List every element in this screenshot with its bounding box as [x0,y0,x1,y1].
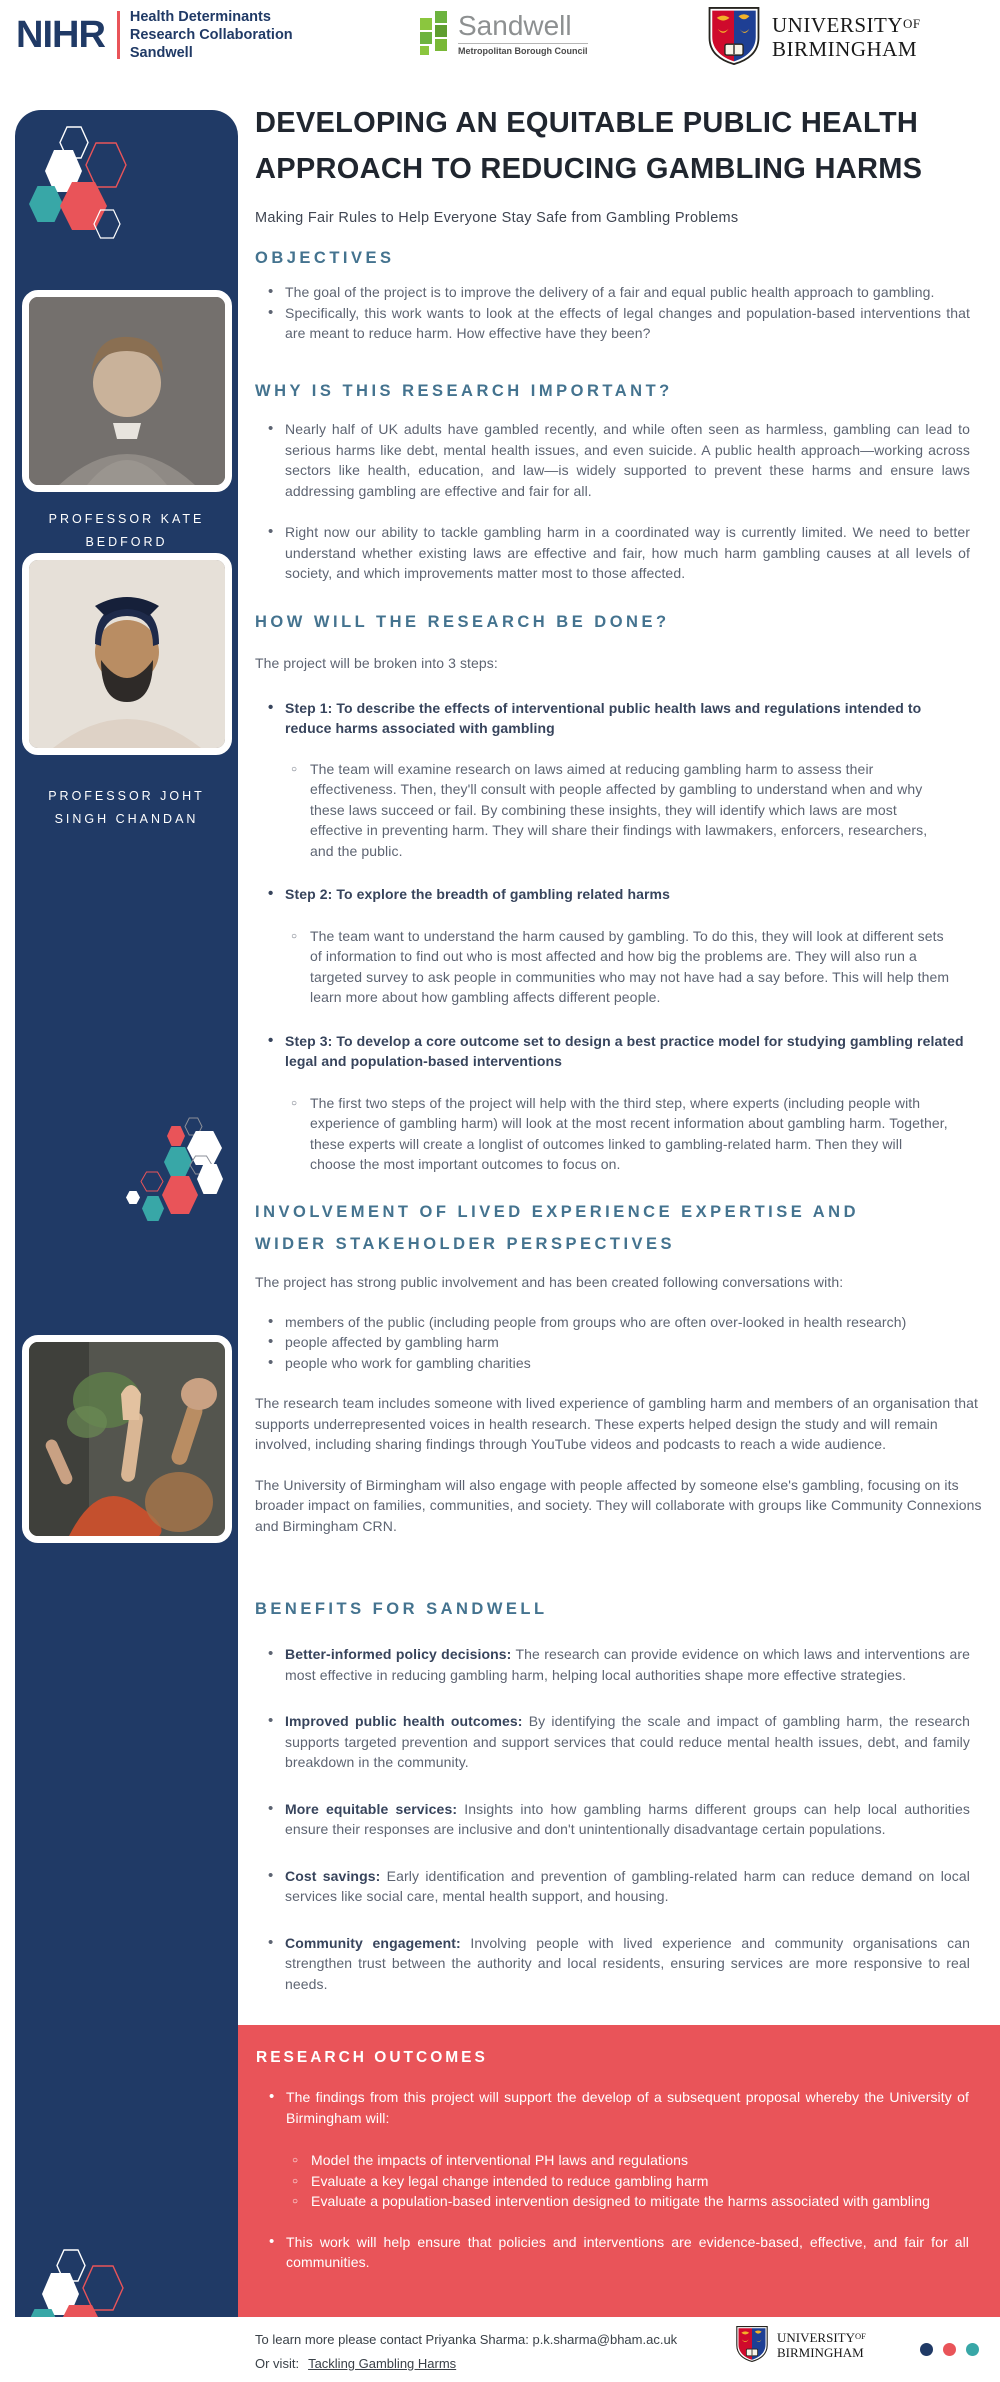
portrait-woman-image [29,297,225,485]
uob-line1: UNIVERSITY [772,12,903,37]
uob-logo-text [772,12,921,61]
step2-label: • Step 2: To explore the breadth of gambling related harms [268,884,970,905]
section-benefits [255,1598,985,1994]
footer-uob-text: $UNIVERSITY^{OF}$ BIRMINGHAM [777,2329,866,2360]
person2-label: PROFESSOR JOHT SINGH CHANDAN [48,789,205,826]
hexagon-cluster-mid-icon [124,1116,224,1222]
steps-list [268,698,970,739]
kate-bedford-photo [22,290,232,492]
involvement-list [268,1312,970,1374]
nihr-line3: Sandwell [129,45,193,61]
nihr-line2: Research Collaboration [129,27,293,43]
outcomes-sublist [292,2150,952,2212]
nihr-divider [117,11,120,59]
sandwell-subtitle: Metropolitan Borough Council [458,43,588,56]
involvement-para2: The University of Birmingham will also engage with people affected by someone else's gambling, focusing on its broader impact on families, communities, and society. They will collaborate with groups like Community Connexions and Birmingham CRN. [255,1476,982,1534]
uob-of: OF [903,15,921,31]
sandwell-squares-icon [420,11,450,55]
objectives-heading: OBJECTIVES [255,249,395,267]
uob-line2: BIRMINGHAM [772,36,918,61]
involvement-heading: INVOLVEMENT OF LIVED EXPERIENCE EXPERTISE AND WIDER STAKEHOLDER PERSPECTIVES [255,1203,859,1253]
step3-label: • Step 3: To develop a core outcome set to design a best practice model for studying gambling related legal and population-based interventions [268,1031,970,1072]
step3-detail-list [291,1093,951,1175]
uob-crest-icon [706,7,762,65]
list-item: • people affected by gambling harm [268,1332,970,1353]
benefit-item: • Improved public health outcomes: By identifying the scale and impact of gambling harm, the research supports targeted prevention and support services that could reduce mental health issues, debt, and family breakdown in the community. [268,1711,970,1773]
joht-singh-chandan-photo [22,553,232,755]
portrait-man-image [29,560,225,748]
list-item: • This work will help ensure that policies and interventions are evidence-based, effective, and fair for all communities. [269,2232,969,2273]
list-item: • The findings from this project will support the develop of a subsequent proposal whereby the University of Birmingham will: [269,2087,969,2128]
method-heading: HOW WILL THE RESEARCH BE DONE? [255,613,670,631]
section-objectives [255,247,985,344]
benefit-item: • Better-informed policy decisions: The research can provide evidence on which laws and interventions are most effective in reducing gambling harm, helping local authorities shape more effective strategies. [268,1644,970,1685]
uob-logo [706,7,921,65]
footer-contact [255,2328,677,2376]
benefit-item: • Community engagement: Involving people with lived experience and community organisations can strengthen trust between the authority and local residents, ensuring services are more responsive to real needs. [268,1933,970,1995]
nihr-line1: Health Determinants [129,9,271,25]
footer-dots [920,2343,979,2356]
page-subtitle: Making Fair Rules to Help Everyone Stay Safe from Gambling Problems [255,210,739,226]
nihr-logo-text [130,8,293,62]
list-item: • Specifically, this work wants to look at the effects of legal changes and population-based interventions that are meant to reduce harm. How effective have they been? [268,303,970,344]
sandwell-council-logo [420,11,588,56]
audience-hands-image [29,1342,225,1536]
nihr-logo [16,8,293,62]
footer-uob-logo [735,2326,866,2362]
step2-detail-list [291,926,951,1008]
method-intro: The project will be broken into 3 steps: [255,655,498,671]
list-item: ○ Evaluate a population-based intervention designed to mitigate the harms associated with gambling [292,2191,952,2212]
footer [0,2317,1000,2382]
sidebar [15,110,238,2382]
sandwell-name: Sandwell [458,10,572,41]
list-item: ○ Model the impacts of interventional PH laws and regulations [292,2150,952,2171]
hexagon-cluster-top-icon [25,120,130,240]
red-dot-icon [943,2343,956,2356]
outcomes-list [269,2087,969,2128]
objectives-list [268,282,970,344]
raised-hands-photo [22,1335,232,1543]
contact-line: To learn more please contact Priyanka Sharma: p.k.sharma@bham.ac.uk [255,2332,678,2347]
importance-heading: WHY IS THIS RESEARCH IMPORTANT? [255,382,673,400]
importance-list [268,419,970,584]
nihr-wordmark: NIHR [16,13,105,56]
step2-detail: ○ The team want to understand the harm caused by gambling. To do this, they will look at different sets of information to find out who is most affected and how big the problems are. They will also run a targeted survey to ask people in communities who may not have had a say before. This will help them learn more about how gambling affects different people. [291,926,951,1008]
benefits-list [268,1644,970,1994]
list-item: • members of the public (including people from groups who are often over-looked in health research) [268,1312,970,1333]
page-title: DEVELOPING AN EQUITABLE PUBLIC HEALTH APPROACH TO REDUCING GAMBLING HARMS [255,107,923,185]
navy-dot-icon [920,2343,933,2356]
section-involvement [255,1196,985,1536]
list-item: • Nearly half of UK adults have gambled recently, and while often seen as harmless, gambling can lead to serious harms like debt, mental health issues, and even suicide. A public health approach—working across sectors like health, education, and law—is widely supported to prevent these harms and ensure laws addressing gambling are effective and fair for all. [268,419,970,501]
step1-label: • Step 1: To describe the effects of interventional public health laws and regulations intended to reduce harms associated with gambling [268,698,970,739]
teal-dot-icon [966,2343,979,2356]
header [0,0,1000,70]
list-item: • people who work for gambling charities [268,1353,970,1374]
visit-line: Or visit: Tackling Gambling Harms [255,2356,457,2371]
step3-detail: ○ The first two steps of the project will help with the third step, where experts (including people with experience of gambling harm) will look at the most recent information about gambling harm. Together, these experts will create a longlist of outcomes linked to gambling-related harm. Then they will choose the most important outcomes to focus on. [291,1093,951,1175]
benefit-item: • More equitable services: Insights into how gambling harms different groups can help local authorities ensure their responses are inclusive and don't unintentionally disadvantage certain populations. [268,1799,970,1840]
section-importance [255,380,985,584]
list-item: • Right now our ability to tackle gambling harm in a coordinated way is currently limited. We need to better understand whether existing laws are effective and fair, how much harm gambling causes at all levels of society, and which improvements matter most to those affected. [268,522,970,584]
person1-label: PROFESSOR KATE BEDFORD [48,512,205,549]
list-item: • The goal of the project is to improve the delivery of a fair and equal public health approach to gambling. [268,282,970,303]
section-method [255,611,985,1175]
involvement-para1: The research team includes someone with lived experience of gambling harm and members of an organisation that supports underrepresented voices in health research. These experts helped design the study and will remain involved, including sharing findings through YouTube videos and podcasts to reach a wide audience. [255,1395,978,1452]
research-outcomes-panel [238,2025,1000,2317]
step1-detail-list [291,759,951,862]
uob-crest-icon [735,2326,769,2362]
involvement-intro: The project has strong public involvement and has been created following conversations with: [255,1274,844,1290]
step1-detail: ○ The team will examine research on laws aimed at reducing gambling harm to assess their effectiveness. Then, they'll consult with people affected by gambling to understand when and why these laws succeed or fail. By combining these insights, they will identify which laws are most effective in preventing harm. They will share their findings with lawmakers, enforcers, researchers, and the public. [291,759,951,862]
benefits-heading: BENEFITS FOR SANDWELL [255,1600,548,1618]
benefit-item: • Cost savings: Early identification and prevention of gambling-related harm can reduce demand on local services like social care, mental health support, and housing. [268,1866,970,1907]
outcomes-heading: RESEARCH OUTCOMES [256,2049,488,2066]
tackling-gambling-harms-link[interactable]: Tackling Gambling Harms [308,2356,457,2371]
list-item: ○ Evaluate a key legal change intended to reduce gambling harm [292,2171,952,2192]
